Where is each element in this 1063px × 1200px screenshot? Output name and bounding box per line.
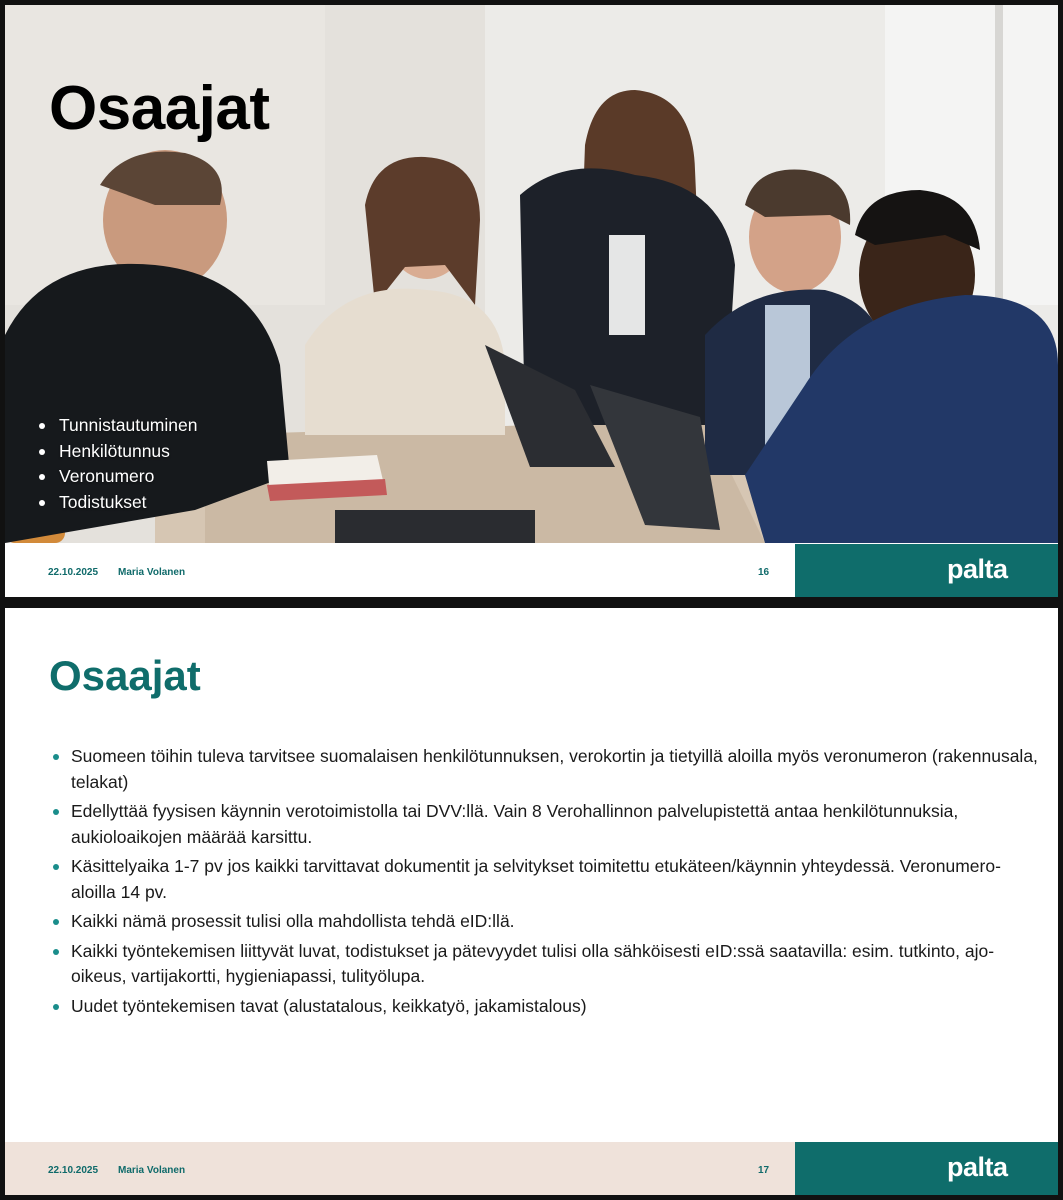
slide-footer [5, 544, 1058, 597]
palta-logo: palta [947, 1152, 1008, 1182]
page-number: 17 [758, 1165, 770, 1176]
slide-16 [5, 5, 1058, 597]
footer-author: Maria Volanen [118, 1165, 186, 1176]
brand-box [795, 1142, 1058, 1195]
list-item: Suomeen töihin tuleva tarvitsee suomalaisen henkilötunnuksen, verokortin ja tietyillä aloilla myös veronumeron (rakennusala, telakat) [49, 744, 1039, 795]
list-item: Tunnistautuminen [37, 413, 197, 439]
list-item: Henkilötunnus [37, 439, 197, 465]
list-item: Todistukset [37, 490, 197, 516]
bullet-list [49, 744, 1039, 1023]
list-item: Uudet työntekemisen tavat (alustatalous, keikkatyö, jakamistalous) [49, 994, 1039, 1020]
list-item: Veronumero [37, 464, 197, 490]
slide-title: Osaajat [49, 74, 270, 143]
slide-footer [5, 1142, 1058, 1195]
bullet-list [37, 413, 197, 515]
footer-date: 22.10.2025 [48, 1165, 99, 1176]
slide-17 [5, 608, 1058, 1195]
brand-box [795, 544, 1058, 597]
list-item: Edellyttää fyysisen käynnin verotoimistolla tai DVV:llä. Vain 8 Verohallinnon palvelupistettä antaa henkilötunnuksia, aukioloaikojen määrää karsittu. [49, 799, 1039, 850]
palta-logo: palta [947, 554, 1008, 584]
page-number: 16 [758, 567, 770, 578]
slide-title: Osaajat [49, 652, 201, 699]
footer-date: 22.10.2025 [48, 567, 99, 578]
list-item: Kaikki nämä prosessit tulisi olla mahdollista tehdä eID:llä. [49, 909, 1039, 935]
list-item: Käsittelyaika 1-7 pv jos kaikki tarvittavat dokumentit ja selvitykset toimitettu etukäteen/käynnin yhteydessä. Veronumero-aloilla 14 pv. [49, 854, 1039, 905]
list-item: Kaikki työntekemisen liittyvät luvat, todistukset ja pätevyydet tulisi olla sähköisesti eID:ssä saatavilla: esim. tutkinto, ajo-oikeus, vartijakortti, hygieniapassi, tulityölupa. [49, 939, 1039, 990]
footer-author: Maria Volanen [118, 567, 186, 578]
